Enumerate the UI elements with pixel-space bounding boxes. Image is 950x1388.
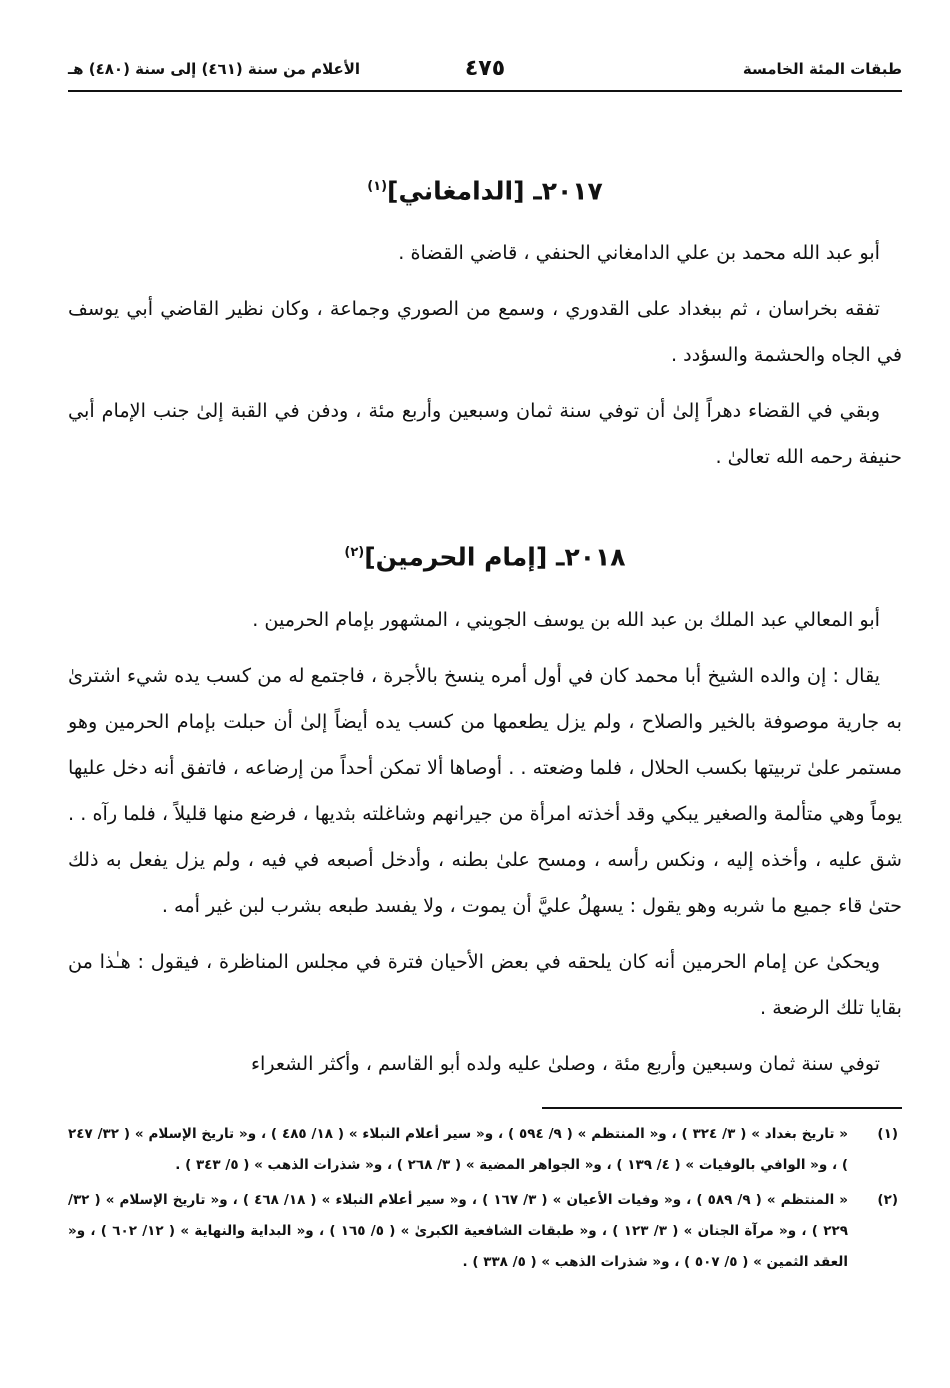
book-page (68, 50, 902, 1278)
paragraph: تفقه بخراسان ، ثم ببغداد على القدوري ، وسمع من الصوري وجماعة ، وكان نظير القاضي أبي يوسف في الجاه والحشمة والسؤدد . (68, 297, 902, 367)
entry-heading-2017 (68, 166, 902, 212)
paragraph: وبقي في القضاء دهراً إلىٰ أن توفي سنة ثمان وسبعين وأربع مئة ، ودفن في القبة إلىٰ جنب الإمام أبي حنيفة رحمه الله تعالىٰ . (68, 399, 902, 469)
paragraph: أبو عبد الله محمد بن علي الدامغاني الحنفي ، قاضي القضاة . (398, 241, 880, 265)
paragraph: أبو المعالي عبد الملك بن عبد الله بن يوسف الجويني ، المشهور بإمام الحرمين . (252, 607, 880, 631)
paragraph: يقال : إن والده الشيخ أبا محمد كان في أول أمره ينسخ بالأجرة ، فاجتمع له من كسب يده شيء اشترىٰ به جارية موصوفة بالخير والصلاح ، ولم يزل يطعمها من كسب يده أيضاً إلىٰ أن حبلت بإمام الحرمين وهو مستمر علىٰ تربيتها بكسب الحلال ، فلما وضعته . . أوصاها ألا تمكن أحداً من إرضاعه ، فاتفق أنه دخل عليها يوماً وهي متألمة والصغير يبكي وقد أخذته امرأة من جيرانهم وشاغلته بثديها ، فرضع منها قليلاً ، فلما رآه . . شق عليه ، وأخذه إليه ، ونكس رأسه ، ومسح علىٰ بطنه ، وأدخل أصبعه في فيه ، ولم يزل يفعل به ذلك حتىٰ قاء جميع ما شربه وهو يقول : يسهلُ عليَّ أن يموت ، ولا يفسد طبعه بشرب لبن غير أمه . (68, 663, 902, 917)
footnote-ref-2[interactable]: (٢) (344, 545, 365, 561)
paragraph: ويحكىٰ عن إمام الحرمين أنه كان يلحقه في بعض الأحيان فترة في مجلس المناظرة ، فيقول : هـٰذا من بقايا تلك الرضعة . (68, 949, 902, 1019)
footnote-number: (٢) (877, 1191, 898, 1208)
footnote-text: « تاريخ بغداد » ( ٣/ ٣٢٤ ) ، و« المنتظم » ( ٩/ ٥٩٤ ) ، و« سير أعلام النبلاء » ( ١٨/ ٤٨٥ ) ، و« تاريخ الإسلام » ( ٣٢/ ٢٤٧ ) ، و« الوافي بالوفيات » ( ٤/ ١٣٩ ) ، و« الجواهر المضية » ( ٣/ ٢٦٨ ) ، و« شذرات الذهب » ( ٥/ ٣٤٣ ) . (68, 1125, 848, 1173)
footnote (68, 1185, 902, 1278)
footnote-number: (١) (877, 1125, 898, 1142)
paragraph: توفي سنة ثمان وسبعين وأربع مئة ، وصلىٰ عليه ولده أبو القاسم ، وأكثر الشعراء (250, 1051, 880, 1075)
footnote-text: « المنتظم » ( ٩/ ٥٨٩ ) ، و« وفيات الأعيان » ( ٣/ ١٦٧ ) ، و« سير أعلام النبلاء » ( ١٨/ ٤٦٨ ) ، و« تاريخ الإسلام » ( ٣٢/ ٢٢٩ ) ، و« مرآة الجنان » ( ٣/ ١٢٣ ) ، و« طبقات الشافعية الكبرىٰ » ( ٥/ ١٦٥ ) ، و« البداية والنهاية » ( ١٢/ ٦٠٢ ) ، و« العقد الثمين » ( ٥/ ٥٠٧ ) ، و« شذرات الذهب » ( ٥/ ٣٣٨ ) . (68, 1191, 849, 1270)
running-title-right: طبقات المئة الخامسة (742, 60, 902, 78)
entry-title: ٢٠١٧ـ [الدامغاني] (387, 176, 603, 206)
entry-heading-2018 (68, 532, 902, 578)
running-title-left: الأعلام من سنة (٤٦١) إلى سنة (٤٨٠) هـ (68, 60, 361, 78)
footnote-ref-1[interactable]: (١) (367, 179, 388, 194)
page-number: ٤٧٥ (464, 56, 506, 81)
footnote-separator (542, 1107, 902, 1109)
footnote (68, 1119, 902, 1181)
running-header (68, 50, 902, 92)
entry-title: ٢٠١٨ـ [إمام الحرمين] (364, 542, 626, 572)
